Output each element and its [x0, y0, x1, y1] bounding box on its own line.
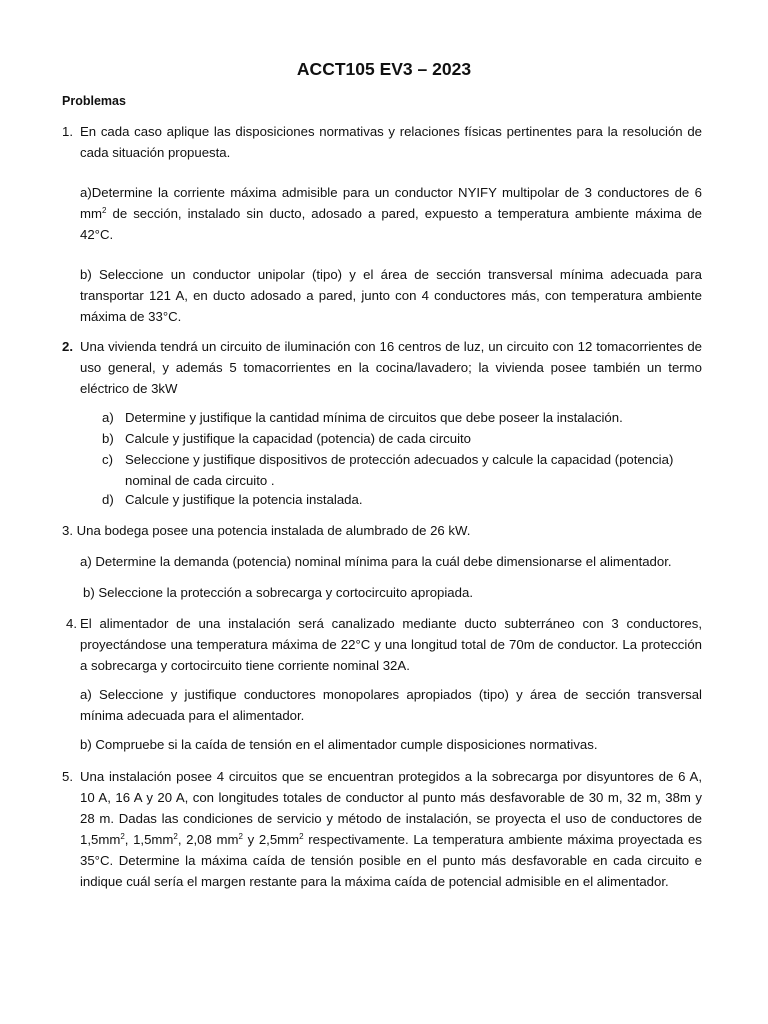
section-heading: Problemas — [62, 94, 126, 108]
page-title: ACCT105 EV3 – 2023 — [296, 59, 472, 79]
superscript-2: 2 — [299, 832, 304, 841]
problem-3-intro: 3. Una bodega posee una potencia instalada de alumbrado de 26 kW. — [62, 523, 471, 538]
problem-4-intro: El alimentador de una instalación será canalizado mediante ducto subterráneo con 3 conductores, proyectándose una temperatura máxima de 22°C y una longitud total de 70m de conductor. La protección a sobrecarga y cortocircuito tiene corriente nominal 32A. — [80, 616, 702, 673]
problem-2-item-a: Determine y justifique la cantidad mínima de circuitos que debe poseer la instalación. — [125, 410, 623, 425]
problem-2-item-b: Calcule y justifique la capacidad (potencia) de cada circuito — [125, 431, 471, 446]
problem-3-part-a: a) Determine la demanda (potencia) nominal mínima para la cuál debe dimensionarse el alimentador. — [80, 554, 672, 569]
problem-1-part-a-text-cont: de sección, instalado sin ducto, adosado a pared, expuesto a temperatura ambiente máxima de 42°C. — [80, 206, 702, 242]
problem-1-part-a-text: a)Determine la corriente máxima admisible para un conductor NYIFY multipolar de 3 conductores de 6 mm — [80, 185, 702, 221]
problem-5-text-1: Una instalación posee 4 circuitos que se encuentran protegidos a la sobrecarga por disyuntores de 6 A, 10 A, 16 A y 20 A, con longitudes totales de conductor al punto más desfavorable de 30 m, 32 m, 38m y 28 m. Dadas las condiciones de servicio y método de instalación, se proyecta el uso de conductores de 1,5mm — [80, 769, 702, 847]
superscript-2: 2 — [238, 832, 243, 841]
problem-2-item-d-letter: d) — [102, 492, 114, 507]
problem-3-part-b: b) Seleccione la protección a sobrecarga y cortocircuito apropiada. — [83, 585, 473, 600]
problem-2-item-d: Calcule y justifique la potencia instalada. — [125, 492, 363, 507]
problem-2-item-c: Seleccione y justifique dispositivos de protección adecuados y calcule la capacidad (potencia) nominal de cada circuito . — [125, 452, 674, 488]
problem-5-text-3: , 2,08 mm — [177, 832, 239, 847]
problem-1-part-b: b) Seleccione un conductor unipolar (tipo) y el área de sección transversal mínima adecuada para transportar 121 A, en ducto adosado a pared, junto con 4 conductores más, con temperatura ambiente máxima de 33°C. — [80, 267, 702, 324]
superscript-2: 2 — [120, 832, 125, 841]
problem-1-intro: En cada caso aplique las disposiciones normativas y relaciones físicas pertinentes para la resolución de cada situación propuesta. — [80, 124, 702, 160]
problem-2-number: 2. — [62, 339, 73, 354]
problem-5-text-2: , 1,5mm — [124, 832, 174, 847]
problem-1-part-a — [80, 182, 702, 245]
problem-1-number: 1. — [62, 124, 73, 139]
problem-2-intro: Una vivienda tendrá un circuito de iluminación con 16 centros de luz, un circuito con 12 tomacorrientes de uso general, y además 5 tomacorrientes en la cocina/lavadero; la vivienda posee también un termo eléctrico de 3kW — [80, 339, 702, 396]
problem-5-text-5: respectivamente. La temperatura ambiente máxima proyectada es 35°C. Determine la máxima caída de tensión posible en el punto más desfavorable en cada circuito e indique cuál sería el margen restante para la máxima caída de potencial admisible en el alimentador. — [80, 832, 702, 889]
problem-2-item-b-letter: b) — [102, 431, 114, 446]
problem-2-item-a-letter: a) — [102, 410, 114, 425]
problem-4-part-a: a) Seleccione y justifique conductores monopolares apropiados (tipo) y área de sección transversal mínima adecuada para el alimentador. — [80, 687, 702, 723]
problem-4-part-b: b) Compruebe si la caída de tensión en el alimentador cumple disposiciones normativas. — [80, 737, 598, 752]
superscript-2: 2 — [101, 206, 107, 215]
problem-5-text — [80, 766, 702, 892]
superscript-2: 2 — [173, 832, 178, 841]
problem-5-text-4: y 2,5mm — [242, 832, 300, 847]
problem-5-number: 5. — [62, 769, 73, 784]
problem-4-number: 4. — [66, 616, 77, 631]
problem-2-item-c-letter: c) — [102, 452, 113, 467]
